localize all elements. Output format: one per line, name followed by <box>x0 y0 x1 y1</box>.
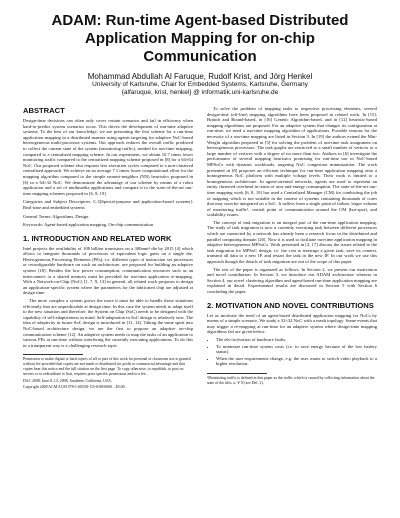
conference-info: DAC 2008, June 8–13, 2008, Anaheim, California, USA. <box>23 378 112 383</box>
body-paragraph: The rest of the paper is organized as follows: In Section 2, we present our motivation and novel contribution. In Section 3, we introduce our ADAM architecture whereas in Section 4, our novel clustering algorithm and agent-based run-time application mapping are explained in detail. Experimental results are discussed in Section 5 with Section 6 concluding the paper. <box>207 266 377 294</box>
trigger-list <box>207 337 377 367</box>
two-column-body <box>23 106 377 392</box>
list-item: • To minimize run-time system costs (i.e. to save energy because of the low battery status). <box>216 344 377 355</box>
list-item: • The dis-/activation of hardware faults. <box>216 337 377 343</box>
paper-email: {alfaruque, krist, henkel} @ informatik.uni-karlsruhe.de <box>121 89 279 96</box>
paper-authors: Mohammad Abdullah Al Faruque, Rudolf Krist, and Jörg Henkel <box>87 72 313 81</box>
footnote-divider <box>207 373 267 374</box>
categories: Categories and Subject Descriptors: C.3[Special-purpose and application-based systems]: Real-time and embedded systems <box>23 199 193 210</box>
section-2-paragraph: Let us motivate the need of an agent-based distributed application mapping for NoCs by means of a simple scenario. We study a 32×32 NoC with a mesh topology. Some events that may trigger a re-mapping at run-time for an adaptive system where design-time mapping algorithms fail are given below: <box>207 312 377 335</box>
paper-affiliation: University of Karlsruhe, Chair for Embedded Systems, Karlsruhe, Germany <box>92 81 308 88</box>
section-1-paragraph: The more complex a system grows the more it must be able to handle those situations efficiently that are unpredictable at design time. In this case the system needs to adapt itself to the new situation and therefore, the System on Chip (SoC) needs to be designed with the capability of self-adaptiveness in mind. Self-adaptation in SoC design is relatively new. The idea of adaptivity in future SoC design is introduced in [11, 14]. Taking the same spirit into NoC-based architecture design, we are the first to propose an adaptive on-chip communication scheme [12]. An adaptive system needs to map the tasks of an application to various PEs at run-time without interfering the currently executing applications. To do this in a transparent way is a challenging research topic. <box>23 298 193 348</box>
copyright-notice: Copyright 2008 ACM ACM 978-1-60558-115-6/08/0006 ...$5.00. <box>23 385 126 390</box>
section-1-paragraph: Intel projects the availability of 100 billion transistors on a 300mm² die by 2015 [4] which allows to integrate thousands of processors of equivalent logic gates on a single die. Heterogeneous Processing Elements (PEs), i.e. different types of instruction set processors or reconfigurable hardware on such an architecture, are proposed for building an adaptive system [18]. Besides the low power consumption, communication resources such as an interconnect or a shared memory must be provided for run-time application re-mapping. With a Network-on-Chip (NoC) [1, 7, 9, 13] in general, all related work proposes to design an application-specific system where the parameters for the fabricated chip are adjusted at design time. <box>23 245 193 296</box>
abstract-heading: ABSTRACT <box>23 106 65 115</box>
permission-notice: Permission to make digital or hard copies of all or part of this work for personal or classroom use is granted without fee provided that copies are not made or distributed for profit or commercial advantage and that copies bear this notice and the full citation on the first page. To copy otherwise, to republish, to post on servers or to redistribute to lists, requires prior specific permission and/or a fee. <box>23 357 191 376</box>
section-2-heading: 2. MOTIVATION AND NOVEL CONTRIBUTIONS <box>207 300 374 310</box>
right-column <box>207 106 377 392</box>
abstract-text: Design-time decisions can often only cover certain scenarios and fail in efficiency when hard-to-predict system scenarios occur. This drives the development of run-time adaptive systems. To the best of our knowledge, we are presenting the first scheme for a run-time application mapping in a distributed manner using agents targeting for adaptive NoC-based heterogeneous multi-processor systems. Our approach reduces the overall traffic produced to collect the current state of the system (monitoring traffic), needed for run-time mapping, compared to a centralized mapping scheme. In our experiment, we obtain 10.7 times lower monitoring traffic compared to the centralized mapping scheme proposed in [8] for a 64×64 NoC. Our proposed scheme also requires less execution cycles compared to a non-clustered centralized approach. We achieve on an average 7.1 times lower computational effort for the mapping algorithm compared to the simple nearest-neighbor (NN) heuristics proposed in [6] in a 64×32 NoC. We demonstrate the advantage of our scheme by means of a robot application and a set of multimedia applications and compare it to the state-of-the-art run-time mapping schemes proposed in [6, 8, 19]. <box>23 118 193 196</box>
section-1-heading: 1. INTRODUCTION AND RELATED WORK <box>23 233 172 243</box>
general-terms: General Terms: Algorithms, Design <box>23 213 89 219</box>
footnote: ¹Monitoring traffic is defined in this paper as the traffic which is caused by collecting information about the state of the tiles, κ, ∀ N (see Def. 2). <box>207 375 375 385</box>
keywords: Keywords: Agent-based application mapping, On-chip communication <box>23 222 154 228</box>
body-paragraph: To solve the problem of mapping tasks to respective processing elements, several design-time (off-line) mapping algorithms have been proposed in related work. In [15], Branch and Bound-based, in [16] Genetic Algorithm-based, and in [12] heuristic-based mapping algorithms are proposed. For an adaptive system that changes its configuration at run-time, we need a run-time mapping algorithm of applications. Possible reasons for the necessity of a run-time mapping are listed in Section 3. In [19] the authors extend the Min-Weight algorithm proposed in [5] for solving the problem of run-time task assignment on heterogeneous processors. The task graphs are restricted to a small number of vertices or a large number of vertices with a degree of no more than two. Authors in [6] investigate the performance of several mapping heuristics promising for run-time use in NoC-based MPSoCs with dynamic workloads, targeting NoC congestion minimization. The work presented in [8] proposes an efficient technique for run-time application mapping onto a homogeneous NoC platform with multiple voltage levels. Their work is limited to a homogeneous architecture. In agent-oriented networks, agents are used to represent an entity clustered overhead in terms of area and energy consumption. The state-of-the-art run-time mapping work [6, 8, 19] has used a Centralized Manager (CM) for conducting the job of mapping which is not suitable in the context of systems containing thousands of cores that may soon be integrated on a SoC. It suffers from a single point of failure, larger volume of monitoring traffic¹, central point of communication around the CM (hot-spot), and scalability issues. <box>207 106 377 218</box>
footnote-divider <box>23 354 83 355</box>
left-column <box>23 106 193 392</box>
list-item: • When the user requirements change, e.g. the user wants to switch video playback to a higher resolution. <box>216 356 377 367</box>
paper-title: ADAM: Run-time Agent-based Distributed Application Mapping for on-chip Communication <box>51 12 349 65</box>
body-paragraph: The concept of task migration is an integral part of the run-time application mapping. The study of task migration is now a currently executing task between different processors which are connected by a network has already been a research focus in the distributed and parallel computing domain [20]. Now it is used to facilitate run-time application mapping in adaptive heterogeneous MPSoCs. Work presented in [2, 17] discuss the issues related to the task migration for MPSoC design, i.e. the cost to interrupt a given task, save its context, transmit all data to a new IP, and restart the task in the new IP. In our work we use this approach though the details of task migration are out of the scope of this paper. <box>207 219 377 265</box>
